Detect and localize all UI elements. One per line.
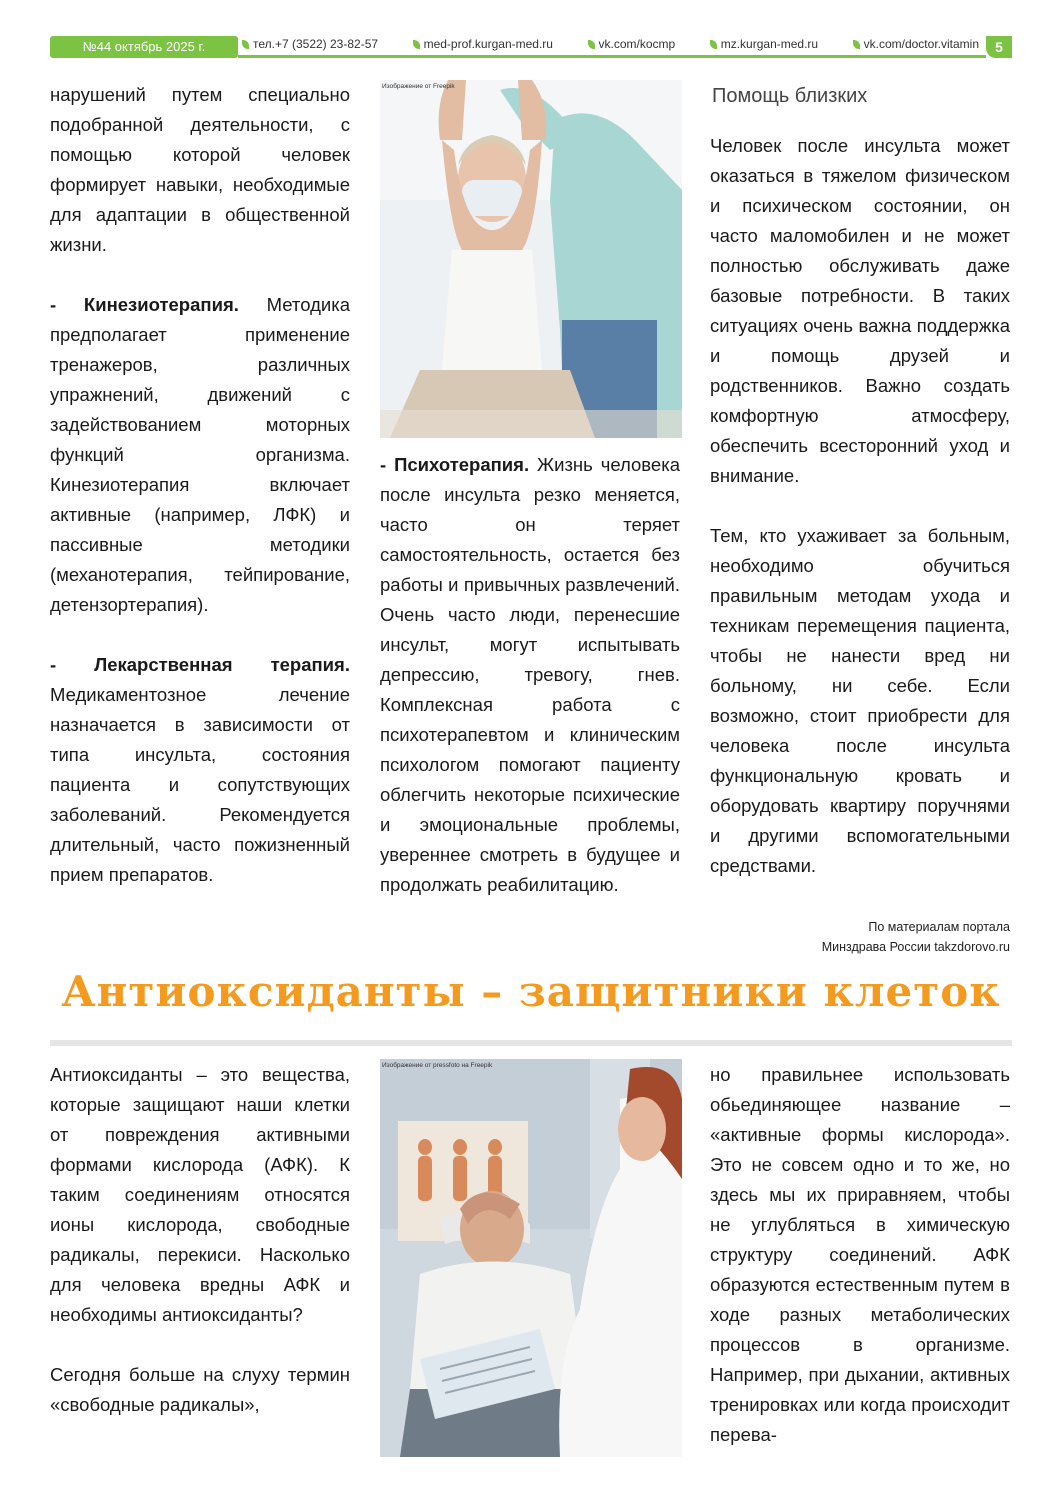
leaf-icon bbox=[710, 40, 717, 49]
article1-column-1 bbox=[50, 80, 350, 890]
photo-rehabilitation-exercise bbox=[380, 80, 682, 438]
header-link-vk-kocmp[interactable]: vk.com/kocmp bbox=[588, 36, 676, 52]
page-number: 5 bbox=[986, 36, 1012, 58]
paragraph: но правильнее использовать обьединяющее название – «активные формы кислорода». Это не совсем одно и то же, но здесь мы их приравняем, чтобы не углубляться в химическую структуру соединений. АФК образуются естественным путем в ходе разных метаболических процессов в организме. Например, при дыхании, активных тренировках или когда происходит перева- bbox=[710, 1064, 1010, 1445]
paragraph-kinesiotherapy: - Кинезиотерапия. Методика предполагает применение тренажеров, различных упражнений, движений с задействованием моторных функций организма. Кинезиотерапия включает активные (например, ЛФК) и пассивные методики (механотерапия, тейпирование, детензортерапия). bbox=[50, 294, 350, 615]
paragraph-psychotherapy: - Психотерапия. Жизнь человека после инсульта резко меняется, часто он теряет самостоятельность, остается без работы и привычных развлечений. Очень часто люди, перенесшие инсульт, могут испытывать депрессию, тревогу, гнев. Комплексная работа с психотерапевтом и клиническим психологом помогают пациенту облегчить некоторые психические и эмоциональные проблемы, увереннее смотреть в будущее и продолжать реабилитацию. bbox=[380, 454, 680, 895]
paragraph-drug-therapy: - Лекарственная терапия. Медикаментозное лечение назначается в зависимости от типа инсульта, состояния пациента и сопутствующих заболеваний. Рекомендуется длительный, часто пожизненный прием препаратов. bbox=[50, 654, 350, 885]
issue-badge: №44 октябрь 2025 г. bbox=[50, 36, 238, 58]
article1-column-2 bbox=[380, 450, 680, 900]
article2-column-3 bbox=[710, 1060, 1010, 1450]
leaf-icon bbox=[413, 40, 420, 49]
article2-column-1 bbox=[50, 1060, 350, 1420]
photo-credit: Изображение от pressfoto на Freepik bbox=[382, 1062, 493, 1069]
headline-divider bbox=[50, 1040, 1012, 1046]
leaf-icon bbox=[853, 40, 860, 49]
header-link-phone[interactable]: тел.+7 (3522) 23-82-57 bbox=[242, 36, 378, 52]
photo-credit: Изображение от Freepik bbox=[382, 83, 455, 90]
leaf-icon bbox=[588, 40, 595, 49]
photo-doctor-consultation bbox=[380, 1059, 682, 1457]
paragraph: Тем, кто ухаживает за больным, необходимо обучиться правильным методам ухода и техникам перемещения пациента, чтобы не нанести вред ни больному, ни себе. Если возможно, стоит приобрести для человека после инсульта функциональную кровать и оборудовать квартиру поручнями и другими вспомогательными средствами. bbox=[710, 525, 1010, 876]
page-header bbox=[50, 36, 1012, 60]
article1-column-3 bbox=[710, 83, 1010, 881]
header-rule bbox=[238, 55, 986, 58]
article-source: По материалам портала Минздрава России takzdorovo.ru bbox=[821, 920, 1010, 954]
article-headline: Антиоксиданты – защитники клеток bbox=[61, 967, 1001, 1016]
header-link-site[interactable]: med-prof.kurgan-med.ru bbox=[413, 36, 553, 52]
paragraph: Человек после инсульта может оказаться в тяжелом физическом и психическом состоянии, он часто маломобилен и не может полностью обслуживать даже базовые потребности. В таких ситуациях очень важна поддержка и помощь друзей и родственников. Важно создать комфортную атмосферу, обеспечить всесторонний уход и внимание. bbox=[710, 135, 1010, 486]
section-subhead: Помощь близких bbox=[712, 85, 868, 107]
paragraph: Сегодня больше на слуху термин «свободные радикалы», bbox=[50, 1364, 350, 1415]
header-link-vk-doctor[interactable]: vk.com/doctor.vitamin bbox=[853, 36, 979, 52]
rehab-photo-illustration bbox=[380, 80, 682, 438]
paragraph: нарушений путем специально подобранной деятельности, с помощью которой человек формирует навыки, необходимые для адаптации в общественной жизни. bbox=[50, 84, 350, 255]
paragraph: Антиоксиданты – это вещества, которые защищают наши клетки от повреждения активными формами кислорода (АФК). К таким соединениям относятся ионы кислорода, свободные радикалы, перекиси. Насколько для человека вредны АФК и необходимы антиоксиданты? bbox=[50, 1064, 350, 1325]
consultation-photo-illustration bbox=[380, 1059, 682, 1457]
leaf-icon bbox=[242, 40, 249, 49]
header-link-mz[interactable]: mz.kurgan-med.ru bbox=[710, 36, 818, 52]
